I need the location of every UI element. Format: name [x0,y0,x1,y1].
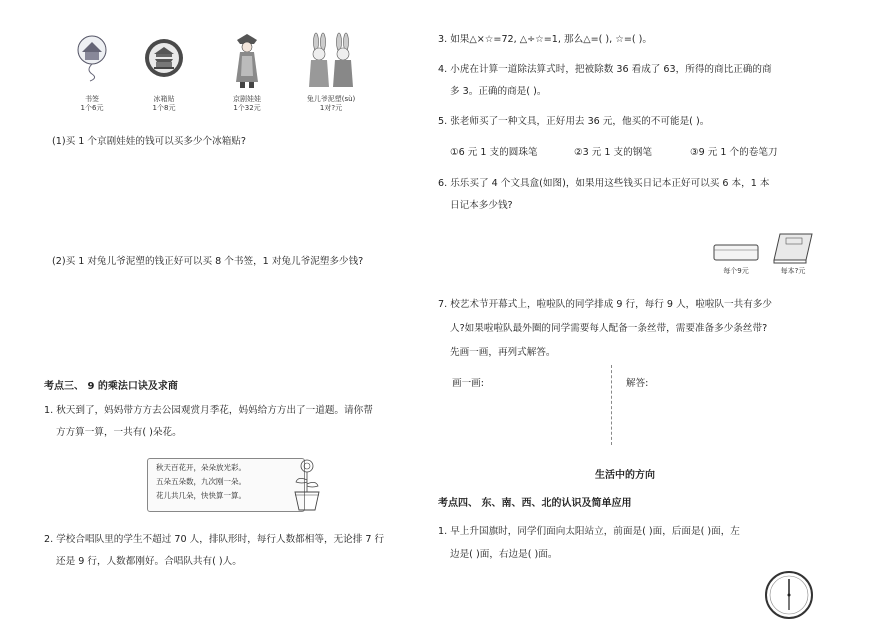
problem-2-line1: 2. 学校合唱队里的学生不超过 70 人，排队形时，每行人数都相等，无论排 7 行 [44,534,385,545]
question-3: 3. 如果△×☆=72, △÷☆=1, 那么△=( ), ☆=( )。 [438,34,653,45]
question-7-line3: 先画一画，再列式解答。 [450,347,556,358]
item-name: 京剧娃娃 [233,95,261,103]
direction-question-line1: 1. 早上升国旗时，同学们面向太阳站立，前面是( )面，后面是( )面，左 [438,526,740,537]
problem-1-line1: 1. 秋天到了，妈妈带方方去公园观赏月季花，妈妈给方方出了一道题。请你帮 [44,405,373,416]
clock-icon [764,570,814,620]
question-7-line1: 7. 校艺术节开幕式上，啦啦队的同学排成 9 行，每行 9 人，啦啦队一共有多少 [438,299,773,310]
answer-label: 解答: [626,378,649,389]
section-heading-4: 考点四、 东、南、西、北的认识及简单应用 [438,498,632,509]
problem-1-line2: 方方算一算，一共有( )朵花。 [56,427,182,438]
question-5-option: ②3 元 1 支的钢笔 [574,147,652,158]
poem-line: 花儿共几朵，快快算一算。 [156,491,246,500]
section-heading-3: 考点三、 9 的乘法口诀及求商 [44,381,178,392]
item-price: 1个6元 [80,104,104,112]
question-4-line2: 多 3。正确的商是( )。 [450,86,547,97]
question-4-line1: 4. 小虎在计算一道除法算式时，把被除数 36 看成了 63，所得的商比正确的商 [438,64,772,75]
question-5-option: ③9 元 1 个的卷笔刀 [690,147,778,158]
draw-label: 画一画: [452,378,485,389]
notebook-icon [772,232,814,264]
pencil-box-icon [713,242,759,262]
question-6-line1: 6. 乐乐买了 4 个文具盒(如图)，如果用这些钱买日记本正好可以买 6 本，1 本 [438,178,770,189]
question-7-line2: 人?如果啦啦队最外圈的同学需要每人配备一条丝带，需要准备多少条丝带? [450,323,768,334]
question-1-1: (1)买 1 个京剧娃娃的钱可以买多少个冰箱贴? [52,136,246,147]
direction-question-line2: 边是( )面，右边是( )面。 [450,549,558,560]
rabbit-figurine-icon [306,32,356,90]
item-name: 书签 [85,95,99,103]
question-5: 5. 张老师买了一种文具，正好用去 36 元，他买的不可能是( )。 [438,116,710,127]
poem-line: 秋天百花开，朵朵放光彩。 [156,463,246,472]
dashed-divider [611,365,612,445]
question-6-line2: 日记本多少钱? [450,200,513,211]
flower-pot-icon [290,458,324,512]
question-5-option: ①6 元 1 支的圆珠笔 [450,147,538,158]
life-direction-title: 生活中的方向 [595,470,655,481]
problem-2-line2: 还是 9 行，人数都刚好。合唱队共有( )人。 [56,556,242,567]
item-name: 兔儿爷泥塑(sù) [306,95,356,103]
pencil-box-price: 每个9元 [723,267,749,275]
poem-line: 五朵五朵数，九次刚一朵。 [156,477,246,486]
poem-box [147,458,305,512]
item-price: 1个32元 [233,104,261,112]
question-1-2: (2)买 1 对兔儿爷泥塑的钱正好可以买 8 个书签，1 对兔儿爷泥塑多少钱? [52,256,364,267]
item-name: 冰箱贴 [153,95,175,103]
bookmark-icon [76,34,108,82]
item-price: 1对?元 [319,104,343,112]
opera-doll-icon [232,32,262,90]
item-price: 1个8元 [152,104,176,112]
notebook-price: 每本?元 [780,267,806,275]
fridge-magnet-icon [144,38,184,78]
